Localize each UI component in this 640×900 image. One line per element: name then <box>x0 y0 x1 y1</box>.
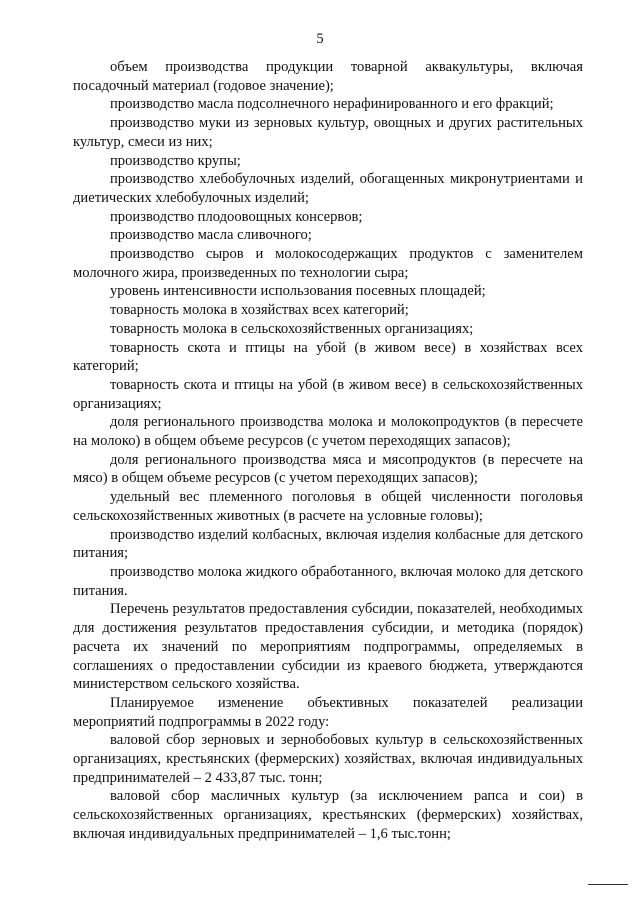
paragraph-milk-marketability-agri: товарность молока в сельскохозяйственных организациях; <box>110 320 474 337</box>
paragraph-planned-change-2022: Планируемое изменение объективных показателей реализации мероприятий подпрограммы в 2022 году: <box>73 694 583 730</box>
paragraph-milk-marketability-all: товарность молока в хозяйствах всех категорий; <box>110 302 409 319</box>
paragraph-livestock-marketability-agri: товарность скота и птицы на убой (в живом весе) в сельскохозяйственных организациях; <box>73 376 583 412</box>
paragraph-regional-meat-share: доля регионального производства мяса и мясопродуктов (в пересчете на мясо) в общем объеме ресурсов (с учетом переходящих запасов); <box>73 451 583 487</box>
page-body <box>73 58 583 844</box>
paragraph-regional-milk-share: доля регионального производства молока и молокопродуктов (в пересчете на молоко) в общем объеме ресурсов (с учетом переходящих запасов); <box>73 414 583 450</box>
paragraph-grain-harvest: валовой сбор зерновых и зернобобовых культур в сельскохозяйственных организациях, крестьянских (фермерских) хозяйствах, включая индивидуальных предпринимателей – 2 433,87 тыс. тонн; <box>73 732 583 786</box>
paragraph-liquid-milk-production: производство молока жидкого обработанного, включая молоко для детского питания. <box>73 563 583 599</box>
paragraph-butter-production: производство масла сливочного; <box>110 227 312 244</box>
paragraph-livestock-marketability-all: товарность скота и птицы на убой (в живом весе) в хозяйствах всех категорий; <box>73 339 583 375</box>
page-number: 5 <box>316 31 324 47</box>
paragraph-flour-production: производство муки из зерновых культур, овощных и других растительных культур, смеси из них; <box>73 115 583 150</box>
paragraph-groats-production: производство крупы; <box>110 152 241 169</box>
paragraph-crop-area-intensity: уровень интенсивности использования посевных площадей; <box>110 283 486 300</box>
paragraph-bakery-products: производство хлебобулочных изделий, обогащенных микронутриентами и диетических хлебобулочных изделий; <box>73 171 583 206</box>
paragraph-sausage-production: производство изделий колбасных, включая изделия колбасные для детского питания; <box>73 526 583 562</box>
paragraph-cheese-products: производство сыров и молокосодержащих продуктов с заменителем молочного жира, произведенных по технологии сыра; <box>73 246 583 281</box>
paragraph-subsidy-results-list: Перечень результатов предоставления субсидии, показателей, необходимых для достижения результатов предоставления субсидии, и методика (порядок) расчета их значений по мероприятиям подпрограммы, определяемых в соглашениях о предоставлении субсидии из краевого бюджета, утверждаются министерством сельского хозяйства. <box>73 601 583 693</box>
footer-rule <box>588 884 628 885</box>
paragraph-sunflower-oil: производство масла подсолнечного нерафинированного и его фракций; <box>110 96 554 113</box>
paragraph-canned-fruits-vegetables: производство плодоовощных консервов; <box>110 208 363 225</box>
paragraph-oilseed-harvest: валовой сбор масличных культур (за исключением рапса и сои) в сельскохозяйственных организациях, крестьянских (фермерских) хозяйствах, включая индивидуальных предпринимателей – 1,6 тыс.тонн; <box>73 788 583 842</box>
paragraph-breeding-stock-share: удельный вес племенного поголовья в общей численности поголовья сельскохозяйственных животных (в расчете на условные головы); <box>73 489 583 524</box>
paragraph-aquaculture-production: объем производства продукции товарной аквакультуры, включая посадочный материал (годовое значение); <box>73 59 583 94</box>
